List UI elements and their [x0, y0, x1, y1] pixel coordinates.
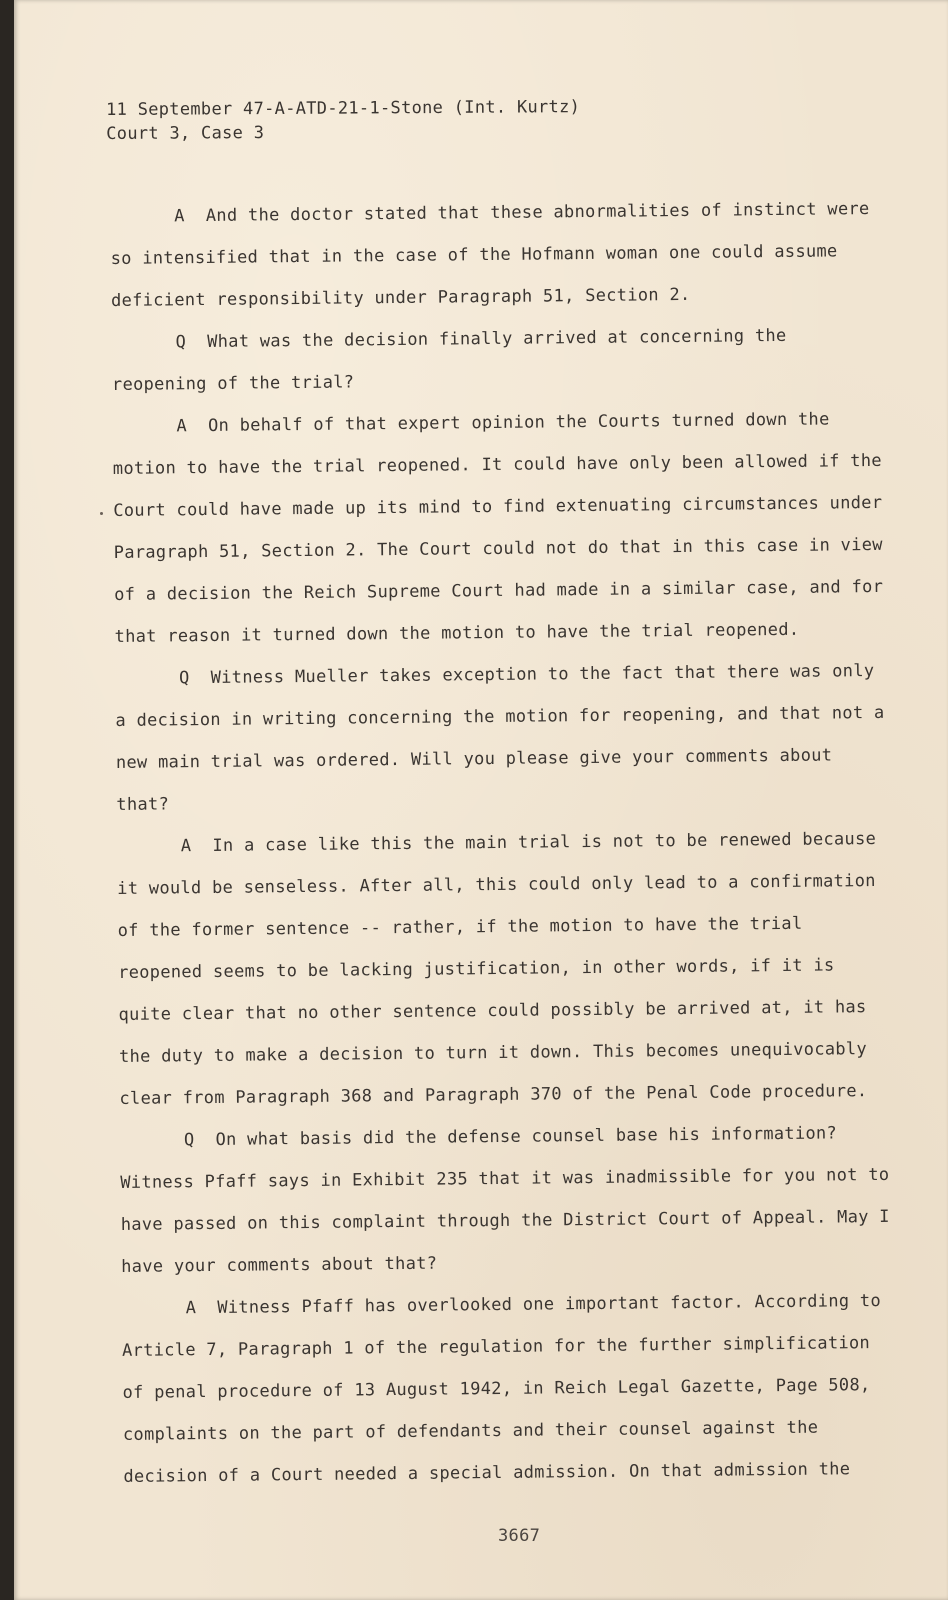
testimony-paragraph: [111, 314, 882, 406]
header-reference-line: 11 September 47-A-ATD-21-1-Stone (Int. Kurtz): [106, 97, 581, 120]
testimony-body: [110, 188, 894, 1498]
document-header: [106, 95, 580, 146]
paragraph-text: Witness Mueller takes exception to the fact that there was only a decision in writing concerning the motion for reopening, and that not a new main trial was ordered. Will you please give your comments about that?: [115, 661, 885, 815]
speaker-label: Q: [183, 1130, 195, 1151]
paragraph-text: On what basis did the defense counsel base his information? Witness Pfaff says in Exhibit 235 that it was inadmissible for you not to have passed on this complaint through the District Court of Appeal. May I have your comments about that?: [120, 1123, 890, 1277]
paragraph-text: What was the decision finally arrived at concerning the reopening of the trial?: [111, 325, 787, 395]
speaker-label: A: [180, 836, 192, 857]
testimony-paragraph: [117, 818, 890, 1120]
speaker-label: A: [174, 206, 185, 227]
document-page: [14, 0, 948, 1600]
paragraph-text: In a case like this the main trial is not to be renewed because it would be senseless. After all, this could only lead to a confirmation of the former sentence -- rather, if the motion to have the trial reopened seems to be lacking justification, in other words, if it is quite clear that no other sentence could possibly be arrived at, it has the duty to make a decision to turn it down. This becomes unequivocably clear from Paragraph 368 and Paragraph 370 of the Penal Code procedure.: [117, 829, 877, 1109]
speaker-label: A: [185, 1298, 197, 1319]
testimony-paragraph: [115, 650, 887, 826]
paragraph-text: And the doctor stated that these abnormalities of instinct were so intensified that in the case of the Hofmann woman one could assume deficient responsibility under Paragraph 51, Section 2.: [110, 199, 870, 311]
testimony-paragraph: [110, 188, 881, 322]
testimony-paragraph: [112, 398, 885, 658]
paragraph-text: Witness Pfaff has overlooked one important factor. According to Article 7, Paragraph 1 of the regulation for the further simplification of penal procedure of 13 August 1942, in Reich Legal Gazette, Page 508, complaints on the part of defendants and their counsel against the decision of a Court needed a special admission. On that admission the: [121, 1290, 882, 1487]
speaker-label: Q: [175, 332, 187, 353]
paragraph-text: On behalf of that expert opinion the Courts turned down the motion to have the trial reopened. It could have only been allowed if the Court could have made up its mind to find extenuating circumstances under Paragraph 51, Section 2. The Court could not do that in this case in view of a decision the Reich Supreme Court had made in a similar case, and for that reason it turned down the motion to have the trial reopened.: [112, 409, 884, 647]
header-court-line: Court 3, Case 3: [106, 123, 265, 144]
testimony-paragraph: [121, 1280, 893, 1498]
speaker-label: A: [176, 416, 188, 437]
page-number: 3667: [498, 1526, 541, 1546]
speaker-label: Q: [178, 668, 190, 689]
page-mark: [100, 512, 103, 515]
testimony-paragraph: [120, 1112, 892, 1288]
